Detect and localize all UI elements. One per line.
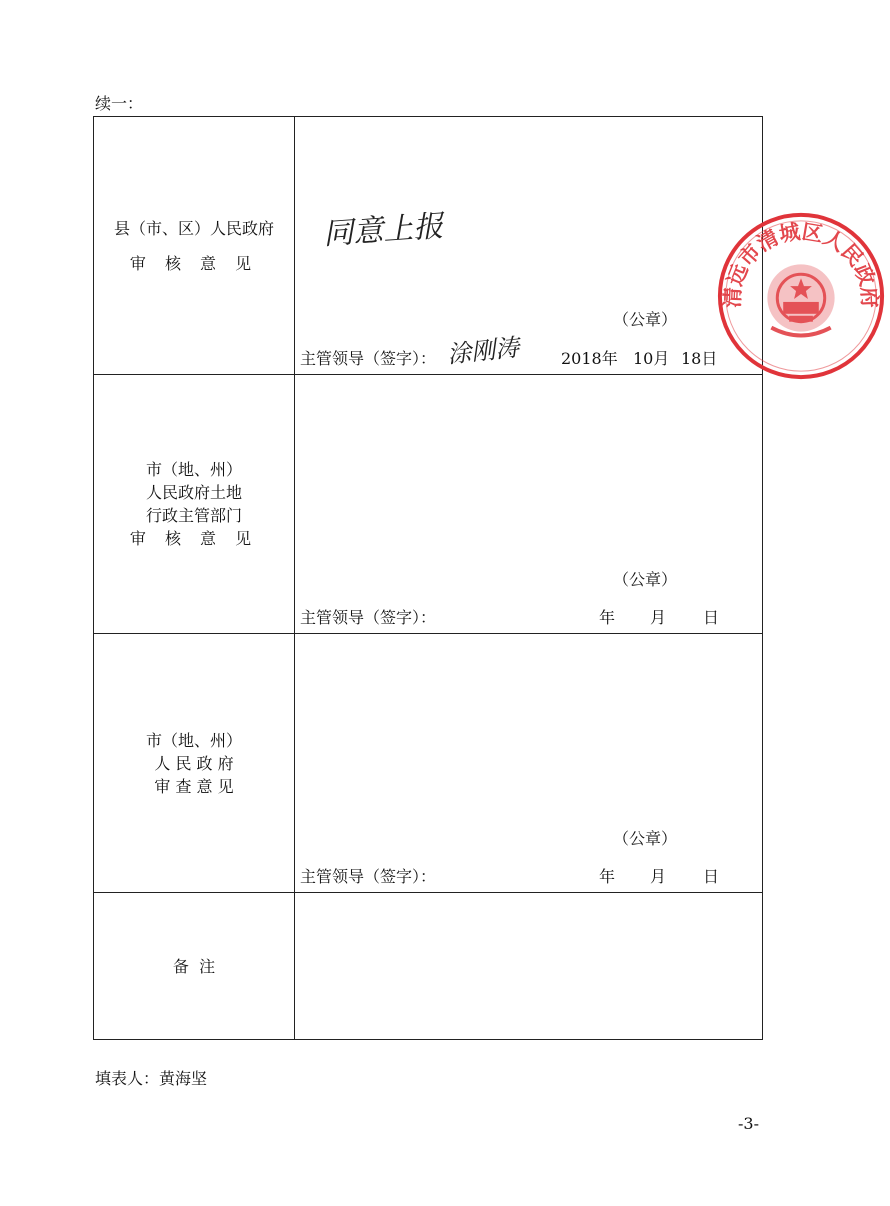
date-year: 年	[599, 608, 616, 627]
label-line: 备 注	[172, 956, 216, 976]
land-department-row	[94, 375, 762, 634]
date-day: 日	[703, 608, 720, 627]
page-number: -3-	[738, 1114, 759, 1133]
continuation-label: 续一：	[95, 94, 144, 113]
label-line: 市（地、州）	[145, 460, 242, 479]
label-line: 市（地、州）	[145, 730, 242, 750]
county-government-row	[94, 117, 882, 375]
approval-form-table	[93, 116, 882, 1040]
seal-label: （公章）	[613, 570, 678, 589]
city-government-row	[94, 634, 762, 893]
remarks-label	[94, 893, 295, 1039]
leader-signature-label: 主管领导（签字）：	[300, 608, 437, 627]
label-line: 审 查 意 见	[154, 776, 234, 796]
label-line: 县（市、区）人民政府	[113, 218, 274, 238]
handwritten-signature: 涂刚涛	[445, 333, 521, 369]
national-emblem-icon	[767, 264, 834, 335]
city-government-opinion-cell	[295, 634, 762, 892]
seal-label: （公章）	[613, 829, 678, 848]
official-seal-stamp	[712, 207, 890, 385]
label-line: 人 民 政 府	[154, 753, 234, 773]
county-government-label	[94, 117, 295, 374]
filler-name: 填表人：黄海坚	[95, 1069, 208, 1088]
label-line: 审 核 意 见	[129, 253, 259, 273]
label-line: 审 核 意 见	[129, 529, 259, 548]
date-day: 18日	[681, 349, 718, 368]
date-year: 年	[599, 867, 616, 886]
seal-label: （公章）	[613, 310, 678, 329]
city-government-label	[94, 634, 295, 892]
leader-signature-label: 主管领导（签字）：	[300, 867, 437, 886]
date-month: 月	[650, 608, 667, 627]
date-day: 日	[703, 867, 720, 886]
land-department-opinion-cell	[295, 375, 762, 633]
label-line: 人民政府土地	[145, 483, 242, 502]
county-government-opinion-cell	[295, 117, 882, 374]
remarks-row	[94, 893, 762, 1039]
label-line: 行政主管部门	[145, 506, 242, 525]
leader-signature-label: 主管领导（签字）：	[300, 349, 437, 368]
date-month: 月	[650, 867, 667, 886]
handwritten-opinion: 同意上报	[322, 208, 445, 253]
date-month: 10月	[633, 349, 670, 368]
date-year: 2018年	[561, 349, 618, 368]
seal-text: 清远市清城区人民政府	[720, 219, 882, 309]
remarks-cell	[295, 893, 762, 1039]
land-department-label	[94, 375, 295, 633]
